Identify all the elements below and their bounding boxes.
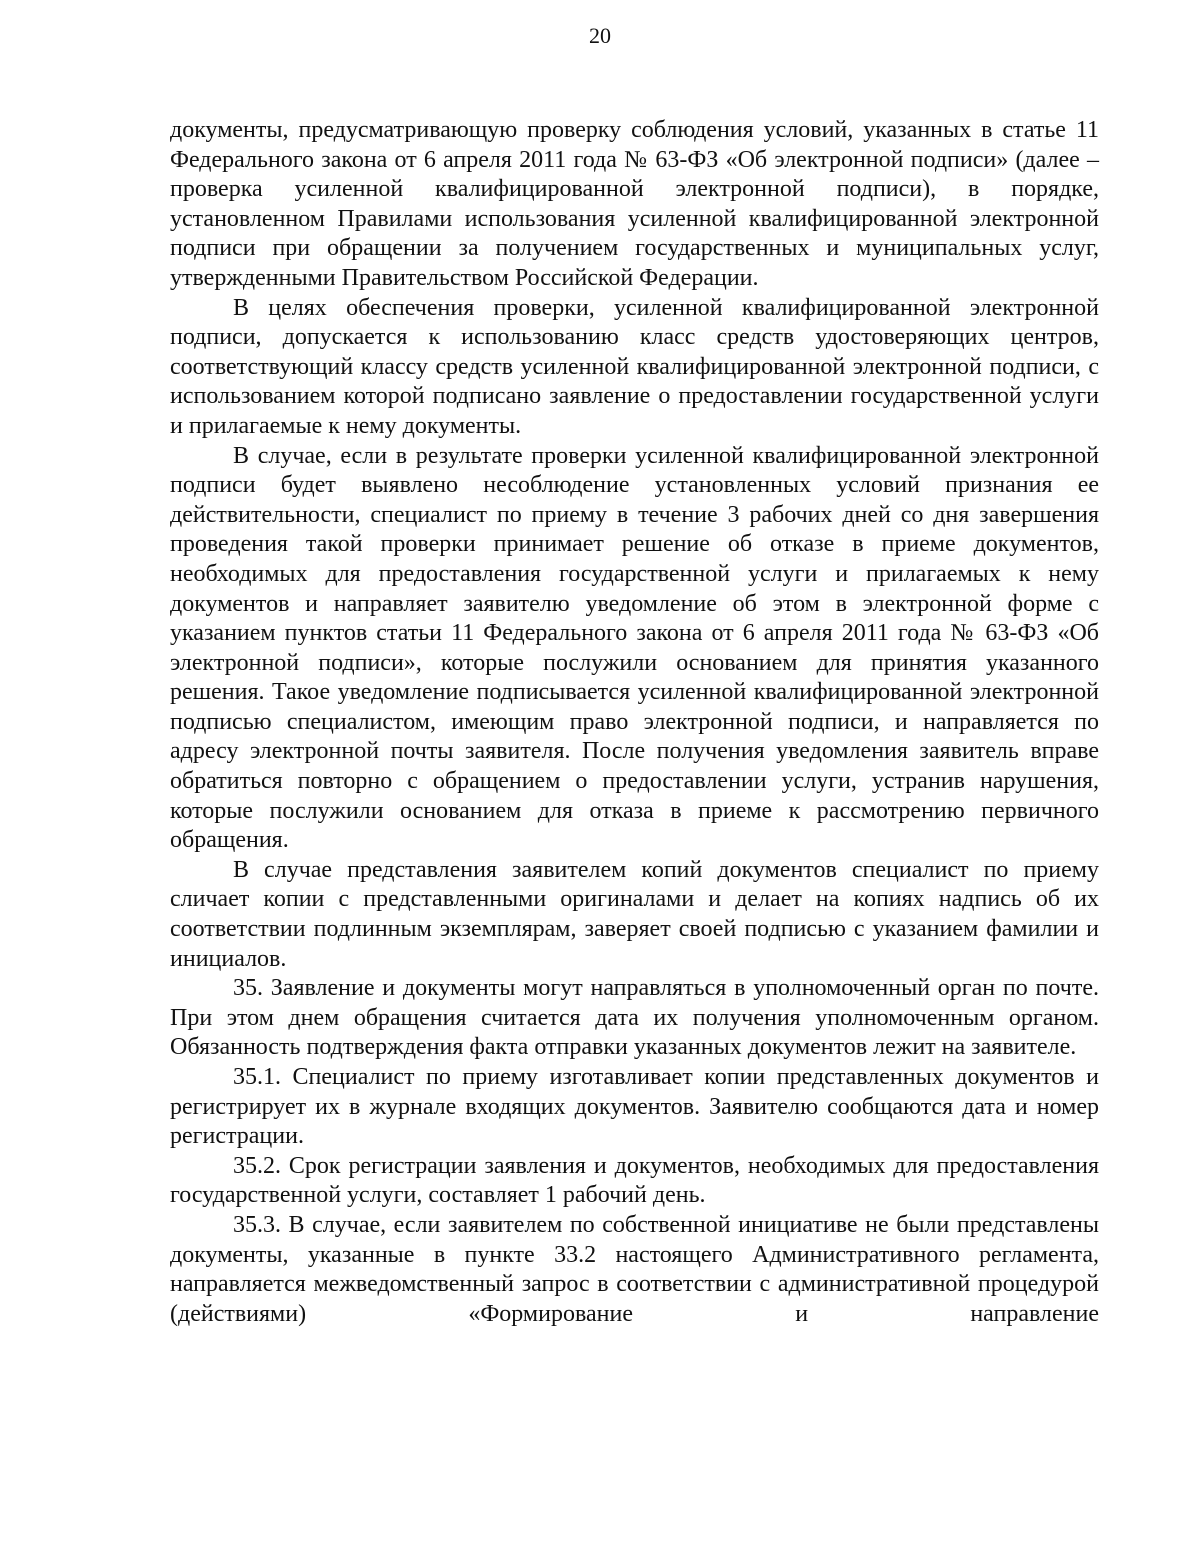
paragraph-continuation: документы, предусматривающую проверку соблюдения условий, указанных в статье 11 Федерального закона от 6 апреля 2011 года № 63-ФЗ «Об электронной подписи» (далее – проверка усиленной квалифицированной электронной подписи), в порядке, установленном Правилами использования усиленной квалифицированной электронной подписи при обращении за получением государственных и муниципальных услуг, утвержденными Правительством Российской Федерации. (170, 117, 1099, 291)
document-body (170, 116, 1099, 1329)
paragraph-item-35-3: 35.3. В случае, если заявителем по собственной инициативе не были представлены документы, указанные в пункте 33.2 настоящего Административного регламента, направляется межведомственный запрос в соответствии с административной процедурой (действиями) «Формирование и направление (170, 1211, 1099, 1327)
page-number: 20 (589, 23, 611, 48)
paragraph-item-35-2: 35.2. Срок регистрации заявления и документов, необходимых для предоставления государственной услуги, составляет 1 рабочий день. (170, 1152, 1099, 1209)
paragraph-document-copies: В случае представления заявителем копий документов специалист по приему сличает копии с представленными оригиналами и делает на копиях надпись об их соответствии подлинным экземплярам, заверяет своей подписью с указанием фамилии и инициалов. (170, 856, 1099, 972)
paragraph-signature-class: В целях обеспечения проверки, усиленной квалифицированной электронной подписи, допускается к использованию класс средств удостоверяющих центров, соответствующий классу средств усиленной квалифицированной электронной подписи, с использованием которой подписано заявление о предоставлении государственной услуги и прилагаемые к нему документы. (170, 294, 1099, 439)
paragraph-item-35: 35. Заявление и документы могут направляться в уполномоченный орган по почте. При этом днем обращения считается дата их получения уполномоченным органом. Обязанность подтверждения факта отправки указанных документов лежит на заявителе. (170, 975, 1099, 1061)
paragraph-item-35-1: 35.1. Специалист по приему изготавливает копии представленных документов и регистрирует их в журнале входящих документов. Заявителю сообщаются дата и номер регистрации. (170, 1064, 1099, 1150)
paragraph-signature-check-failure: В случае, если в результате проверки усиленной квалифицированной электронной подписи будет выявлено несоблюдение установленных условий признания ее действительности, специалист по приему в течение 3 рабочих дней со дня завершения проведения такой проверки принимает решение об отказе в приеме документов, необходимых для предоставления государственной услуги и прилагаемых к нему документов и направляет заявителю уведомление об этом в электронной форме с указанием пунктов статьи 11 Федерального закона от 6 апреля 2011 года № 63-ФЗ «Об электронной подписи», которые послужили основанием для принятия указанного решения. Такое уведомление подписывается усиленной квалифицированной электронной подписью специалистом, имеющим право электронной подписи, и направляется по адресу электронной почты заявителя. После получения уведомления заявитель вправе обратиться повторно с обращением о предоставлении услуги, устранив нарушения, которые послужили основанием для отказа в приеме к рассмотрению первичного обращения. (170, 442, 1099, 854)
